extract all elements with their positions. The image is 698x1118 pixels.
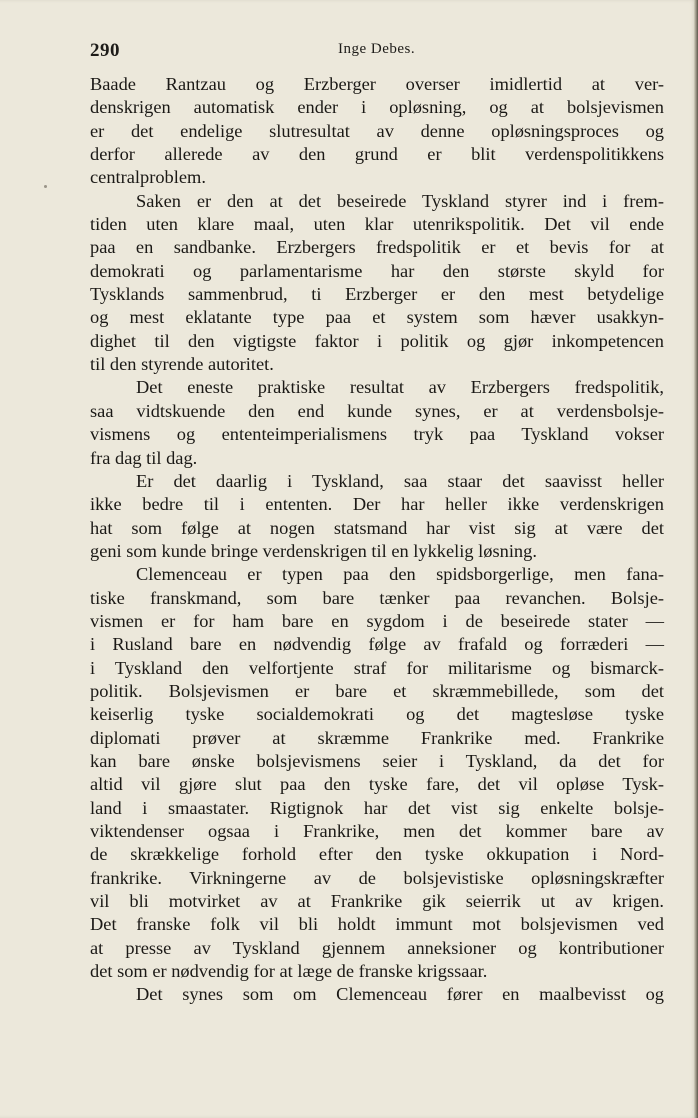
text-line: keiserlig tyske socialdemokrati og det magtesløse tyske: [90, 704, 664, 725]
paragraph-1: [90, 73, 664, 190]
margin-speck: [44, 185, 47, 188]
text-line: kan bare ønske bolsjevismens seier i Tyskland, da det for: [90, 750, 664, 771]
text-line: Det synes som om Clemenceau fører en maalbevisst og: [136, 984, 664, 1005]
text-line: hat som følge at nogen statsmand har vist sig at være det: [90, 517, 664, 538]
running-head: Inge Debes.: [338, 41, 416, 57]
text-line: fra dag til dag.: [90, 447, 198, 468]
text-line: derfor allerede av den grund er blit verdenspolitikkens: [90, 144, 664, 165]
page-header: [90, 38, 664, 66]
text-line: dighet til den vigtigste faktor i politik og gjør inkompetencen: [90, 330, 664, 351]
text-line: altid vil gjøre slut paa den tyske fare, det vil opløse Tysk-: [90, 774, 664, 795]
paragraph-4: [90, 470, 664, 563]
text-line: ikke bedre til i ententen. Der har heller ikke verdenskrigen: [90, 494, 664, 515]
paragraph-5: [90, 563, 664, 983]
text-line: tiske franskmand, som bare tænker paa revanchen. Bolsje-: [90, 587, 664, 608]
text-line: vismens og ententeimperialismens tryk paa Tyskland vokser: [90, 424, 664, 445]
text-line: til den styrende autoritet.: [90, 354, 274, 375]
paragraph-3: [90, 376, 664, 469]
text-line: Baade Rantzau og Erzberger overser imidlertid at ver-: [90, 74, 664, 94]
text-line: geni som kunde bringe verdenskrigen til en lykkelig løsning.: [90, 540, 537, 561]
text-line: er det endelige slutresultat av denne opløsningsproces og: [90, 120, 664, 141]
text-line: viktendenser ogsaa i Frankrike, men det kommer bare av: [90, 821, 664, 841]
paragraph-6: [90, 983, 664, 1006]
text-line: saa vidtskuende den end kunde synes, er at verdensbolsje-: [90, 400, 664, 421]
text-line: i Rusland bare en nødvendig følge av frafald og forræderi —: [90, 634, 664, 655]
text-line: paa en sandbanke. Erzbergers fredspolitik er et bevis for at: [90, 237, 664, 258]
text-line: Clemenceau er typen paa den spidsborgerlige, men fana-: [136, 564, 664, 585]
text-line: Tysklands sammenbrud, ti Erzberger er den mest betydelige: [90, 284, 664, 305]
text-line: i Tyskland den velfortjente straf for militarisme og bismarck-: [90, 657, 664, 678]
body-text: [90, 73, 664, 1007]
text-line: tiden uten klare maal, uten klar utenrikspolitik. Det vil ende: [90, 214, 664, 235]
text-line: at presse av Tyskland gjennem anneksioner og kontributioner: [90, 937, 664, 958]
text-line: Det eneste praktiske resultat av Erzbergers fredspolitik,: [136, 377, 664, 398]
text-line: de skrækkelige forhold efter den tyske okkupation i Nord-: [90, 844, 664, 865]
text-line: frankrike. Virkningerne av de bolsjevistiske opløsningskræfter: [90, 867, 664, 888]
page-number: 290: [90, 40, 120, 61]
text-line: vil bli motvirket av at Frankrike gik seierrik ut av krigen.: [90, 891, 664, 912]
text-line: land i smaastater. Rigtignok har det vist sig enkelte bolsje-: [90, 797, 664, 818]
text-line: Det franske folk vil bli holdt immunt mot bolsjevismen ved: [90, 914, 664, 935]
text-line: politik. Bolsjevismen er bare et skræmmebillede, som det: [90, 680, 664, 701]
text-line: demokrati og parlamentarisme har den største skyld for: [90, 260, 664, 281]
paragraph-2: [90, 190, 664, 377]
text-line: centralproblem.: [90, 167, 206, 188]
text-line: diplomati prøver at skræmme Frankrike med. Frankrike: [90, 727, 664, 748]
page-edge-shadow: [694, 0, 698, 1118]
text-line: det som er nødvendig for at læge de franske krigssaar.: [90, 961, 488, 982]
text-line: Saken er den at det beseirede Tyskland styrer ind i frem-: [136, 190, 664, 211]
text-line: vismen er for ham bare en sygdom i de beseirede stater —: [90, 610, 664, 631]
text-line: Er det daarlig i Tyskland, saa staar det saavisst heller: [136, 470, 664, 491]
text-line: og mest eklatante type paa et system som hæver usakkyn-: [90, 307, 664, 328]
text-line: denskrigen automatisk ender i opløsning, og at bolsjevismen: [90, 97, 664, 118]
